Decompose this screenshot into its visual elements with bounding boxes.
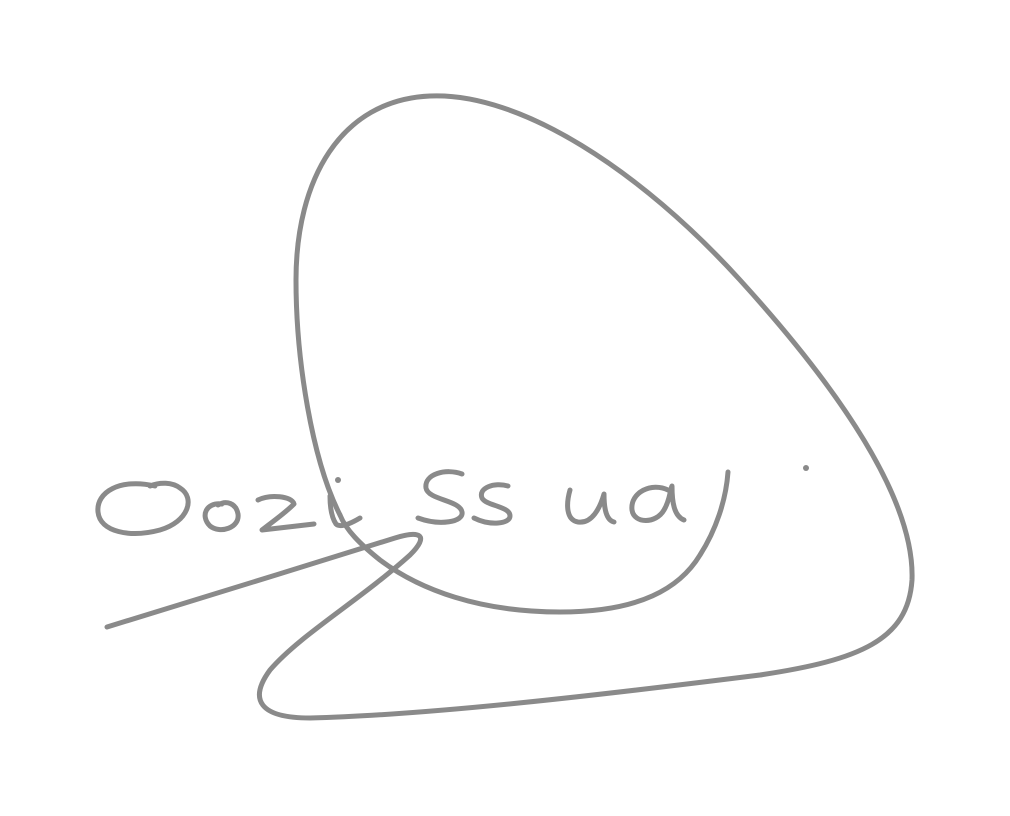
signature-letter-z-stroke [258, 497, 314, 530]
signature-letter-u-stroke [568, 490, 614, 522]
signature-letter-s-stroke [418, 472, 462, 523]
signature-dot-i [335, 477, 341, 483]
signature-loop-stroke [107, 96, 912, 718]
signature-letter-s2-stroke [474, 485, 510, 523]
signature-letter-o-stroke [98, 483, 188, 533]
signature-letter-o2-stroke [205, 503, 238, 530]
signature-letter-a-stroke [632, 486, 684, 521]
signature-dot-right [803, 465, 809, 471]
